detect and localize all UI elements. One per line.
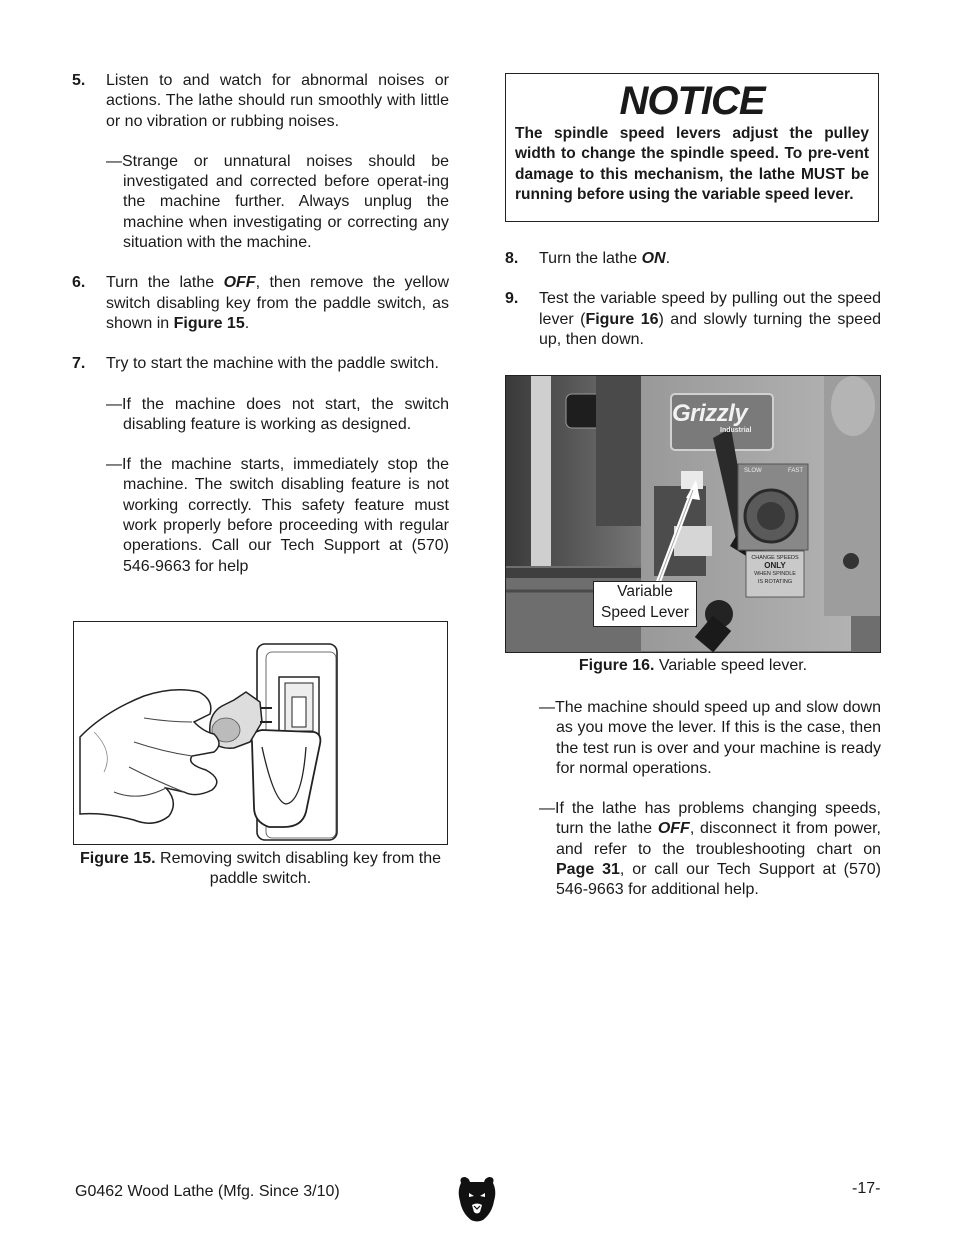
on-keyword: ON [641, 250, 666, 267]
page-reference: Page 31 [556, 861, 620, 879]
step-number: 6. [72, 274, 86, 292]
right-column-bottom [505, 698, 881, 921]
figure-16-photo [505, 375, 881, 653]
speed-check-note-2 [539, 799, 881, 900]
step-text [106, 273, 449, 334]
text-run: , disconnect it from power, and refer to the troubleshooting chart on [556, 820, 881, 858]
step-5 [72, 71, 449, 132]
step-number: 5. [72, 72, 86, 89]
text-run: ) and slowly turning the speed up, then down. [539, 310, 881, 348]
warning-plate-line: ONLY [764, 561, 786, 570]
text-run: . [665, 250, 671, 267]
callout-line: Speed Lever [601, 603, 689, 621]
step-7-note-2: —If the machine starts, immediately stop the machine. The switch disabling feature is not working correctly. This safety feature must work properly before proceeding with regular operations. Call our Tech Support at (570) 546-9663 for help [106, 456, 449, 575]
variable-speed-lever-callout [593, 581, 697, 627]
text-run: , or call our Tech Support at (570) 546-9663 for additional help. [556, 861, 881, 899]
step-text: Listen to and watch for abnormal noises or actions. The lathe should run smoothly with little or no vibration or rubbing noises. [106, 72, 449, 130]
step-number: 7. [72, 355, 86, 373]
figure-reference: Figure 15 [173, 314, 245, 332]
text-run: Turn the lathe [539, 250, 642, 267]
notice-box [505, 73, 879, 222]
text-run: —If the lathe has problems changing speeds, turn the lathe [539, 800, 881, 838]
step-number: 9. [505, 290, 519, 308]
off-keyword: OFF [223, 274, 256, 292]
caption-text: Variable speed lever. [654, 657, 808, 674]
dial-fast-label: FAST [788, 468, 804, 474]
figure-label: Figure 16. [578, 657, 655, 674]
step-number: 8. [505, 250, 519, 267]
speed-check-note-1: —The machine should speed up and slow down as you move the lever. If this is the case, then the test run is over and your machine is ready for normal operations. [539, 699, 881, 777]
grizzly-logo-subtext: Industrial [720, 427, 752, 434]
warning-plate-line: IS ROTATING [757, 579, 793, 585]
warning-plate-line: WHEN SPINDLE [754, 571, 796, 577]
page-number: -17- [852, 1180, 881, 1197]
left-column [72, 71, 449, 597]
step-8 [505, 249, 881, 269]
off-keyword: OFF [657, 820, 690, 838]
text-run: Test the variable speed by pulling out the speed lever ( [539, 290, 881, 328]
right-column-top [505, 249, 881, 370]
callout-line: Variable [617, 583, 673, 600]
step-7 [72, 354, 449, 374]
step-7-note-1: —If the machine does not start, the switch disabling feature is working as designed. [106, 395, 449, 433]
text-run: Turn the lathe [106, 274, 224, 292]
warning-plate-line: CHANGE SPEEDS [751, 555, 799, 561]
step-text: Try to start the machine with the paddle switch. [106, 355, 439, 373]
footer-manual-title: G0462 Wood Lathe (Mfg. Since 3/10) [75, 1183, 340, 1200]
step-text [539, 249, 881, 269]
figure-15-image [73, 621, 448, 845]
step-6 [72, 273, 449, 334]
text-run: . [244, 314, 250, 332]
figure-15-caption [73, 849, 448, 890]
figure-label: Figure 15. [79, 850, 156, 867]
notice-body: The spindle speed levers adjust the pulley width to change the spindle speed. To pre-vent damage to this mechanism, the lathe MUST be running before using the variable speed lever. [515, 125, 869, 204]
step-text [539, 289, 881, 350]
text-run: , then remove the yellow switch disabling key from the paddle switch, as shown in [106, 274, 449, 332]
grizzly-bear-logo-icon [457, 1175, 497, 1223]
dial-slow-label: SLOW [744, 468, 762, 474]
caption-text: Removing switch disabling key from the paddle switch. [155, 850, 442, 888]
figure-reference: Figure 16 [585, 310, 659, 328]
figure-16-caption [505, 656, 881, 676]
hand-removing-key-illustration [74, 622, 446, 843]
notice-title: NOTICE [619, 79, 765, 123]
step-5-note: —Strange or unnatural noises should be investigated and corrected before operat-ing the machine further. Always unplug the machine when investigating or correcting any situation with the machine. [106, 152, 449, 252]
grizzly-logo-text: Grizzly [672, 400, 748, 427]
warning-plate [747, 554, 803, 586]
step-9 [505, 289, 881, 350]
